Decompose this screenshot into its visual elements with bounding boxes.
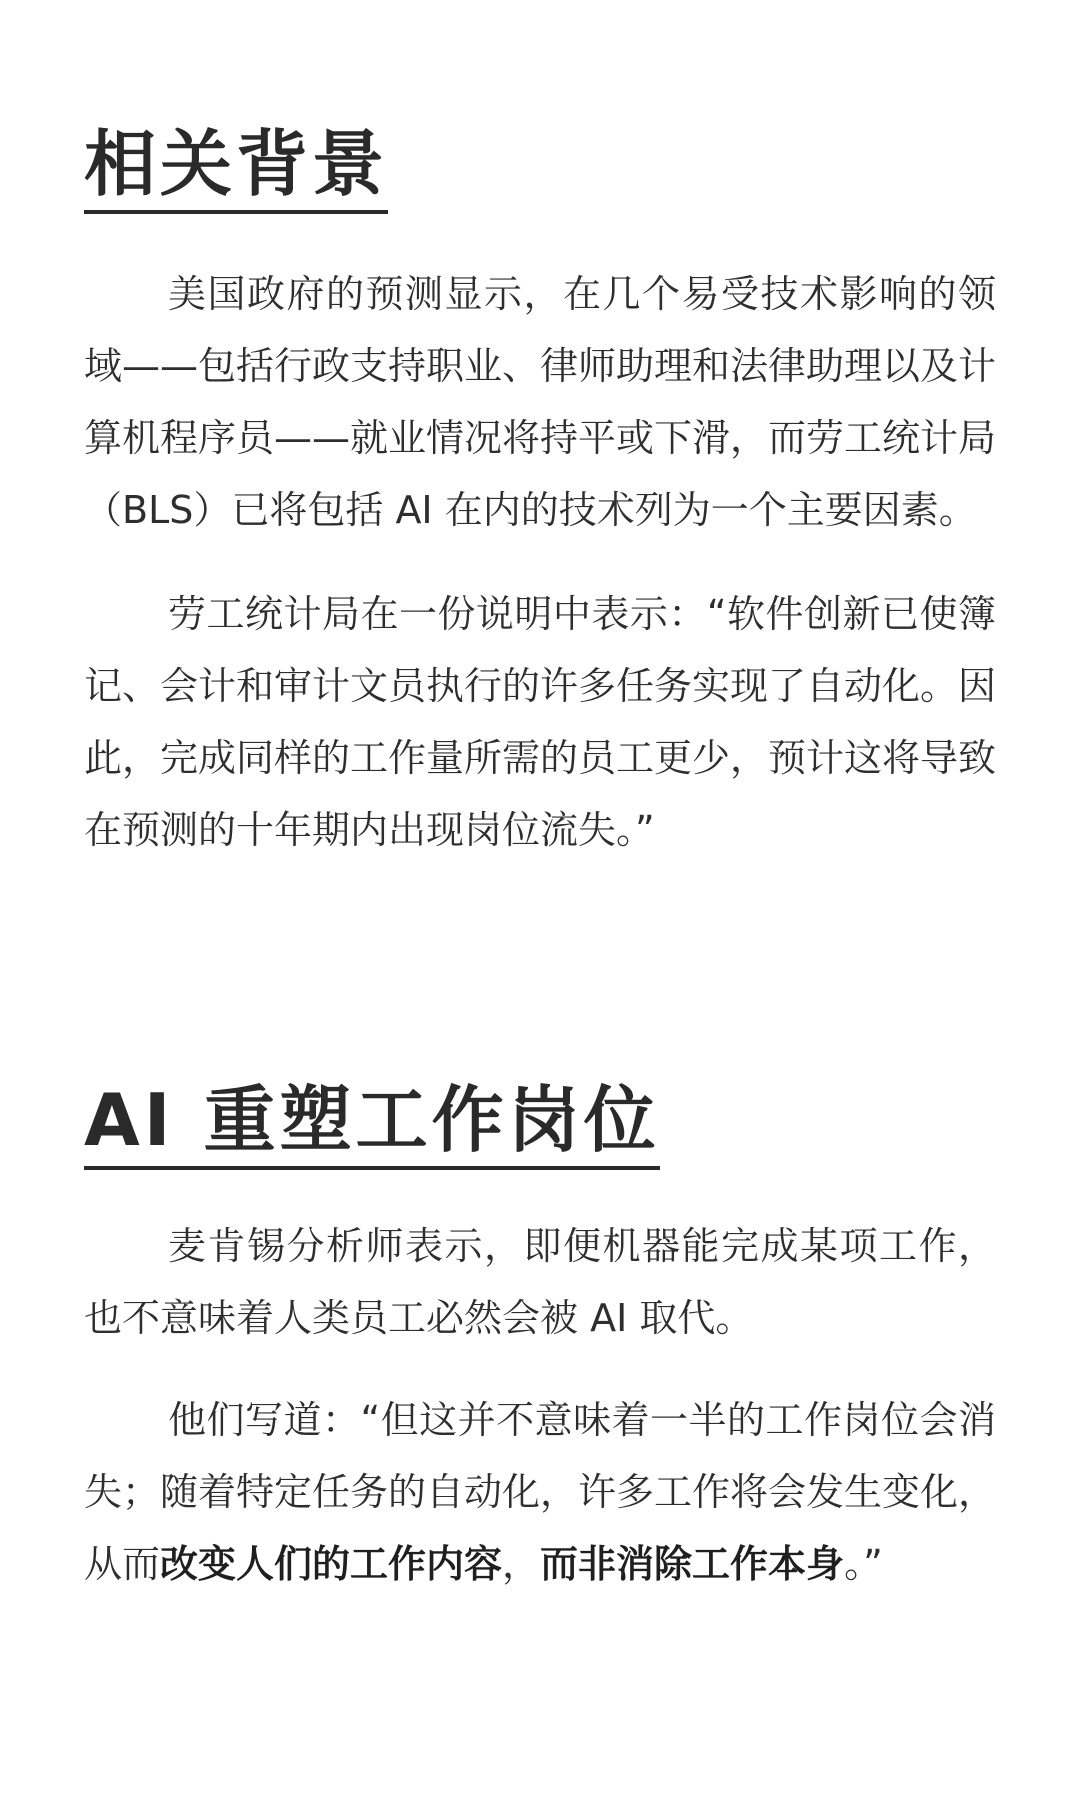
emphasis-text: 改变人们的工作内容 — [160, 1542, 503, 1586]
paragraph: 美国政府的预测显示，在几个易受技术影响的领域——包括行政支持职业、律师助理和法律助理以及计算机程序员——就业情况将持平或下滑，而劳工统计局（BLS）已将包括 AI 在内的技术列为一个主要因素。 — [84, 272, 997, 532]
article — [84, 0, 996, 1600]
paragraph: 劳工统计局在一份说明中表示：“软件创新已使簿记、会计和审计文员执行的许多任务实现了自动化。因此，完成同样的工作量所需的员工更少，预计这将导致在预测的十年期内出现岗位流失。” — [84, 592, 997, 852]
paragraph-text: 他们写道：“但这并不意味着一半的工作岗位会消失；随着特定任务的自动化，许多工作将会发生变化，从而 — [84, 1398, 997, 1586]
section-title: 相关背景 — [84, 128, 388, 214]
paragraph-with-emphasis — [84, 1384, 996, 1600]
paragraph-text: 。” — [844, 1542, 883, 1586]
section-title: AI 重塑工作岗位 — [84, 1084, 660, 1170]
emphasis-text: 而非消除工作本身 — [540, 1542, 845, 1586]
section-background — [84, 0, 996, 866]
paragraph: 麦肯锡分析师表示，即便机器能完成某项工作，也不意味着人类员工必然会被 AI 取代。 — [84, 1224, 996, 1340]
section-ai-reshaping-jobs — [84, 866, 996, 1600]
paragraph-text: ， — [502, 1542, 541, 1586]
